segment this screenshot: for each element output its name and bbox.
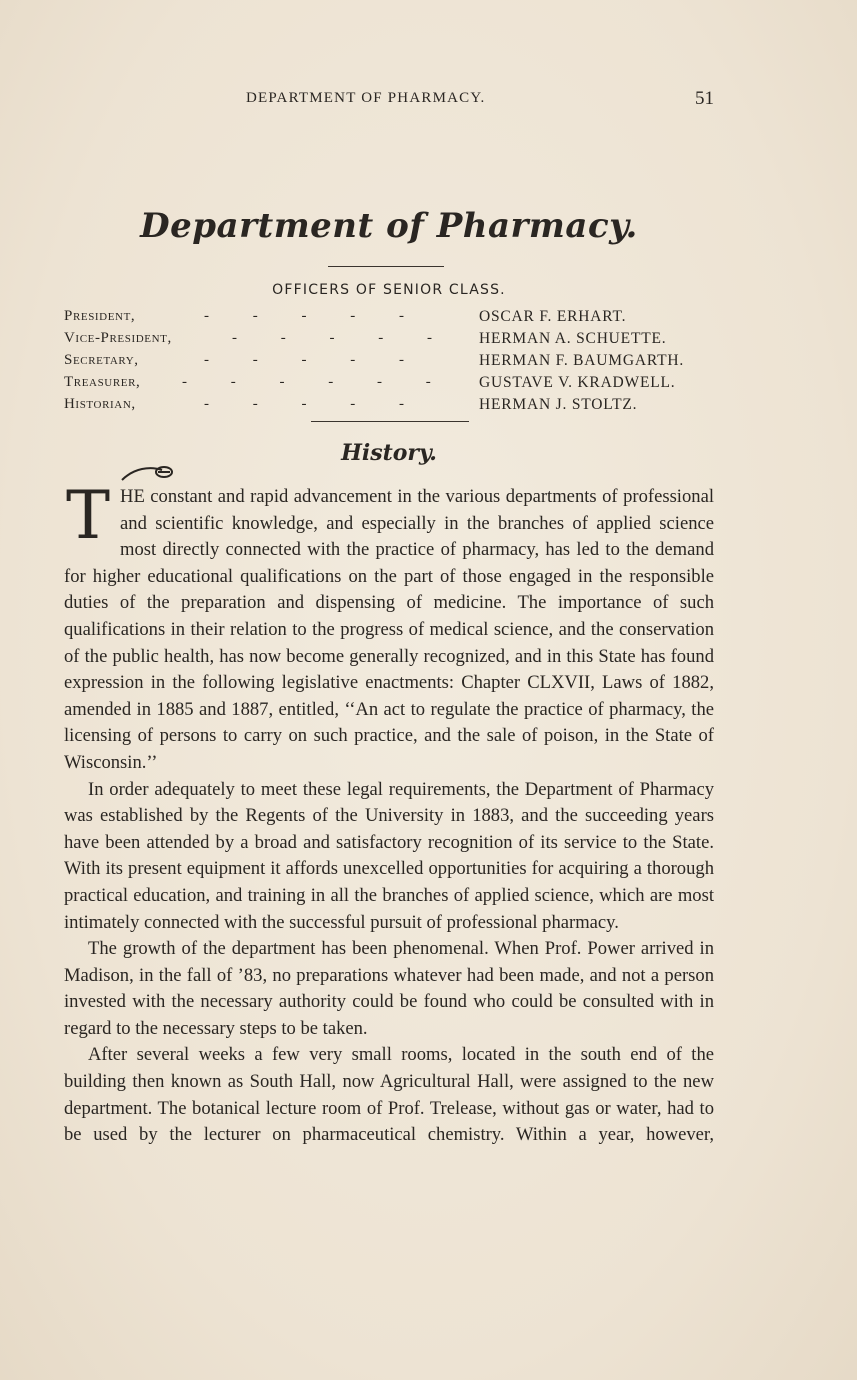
paragraph: After several weeks a few very small rooms, located in the south end of the building then known as South Hall, now Agricultural Hall, were assigned to the new department. The botanical lecture room of Prof. Trelease, without gas or water, had to be used by the lecturer on pharmaceutical chemistry. Within a year, however, [64, 1044, 714, 1146]
officer-name: HERMAN F. BAUMGARTH. [479, 352, 685, 369]
running-head-title: DEPARTMENT OF PHARMACY. [246, 90, 486, 106]
officer-role: Treasurer, [64, 374, 141, 390]
officer-role: Vice-President, [64, 330, 172, 346]
title-divider [328, 266, 444, 267]
officer-row [64, 372, 714, 394]
officer-role: Historian, [64, 396, 136, 412]
leader-dashes: - - - - - - [182, 374, 431, 390]
officer-name: OSCAR F. ERHART. [479, 308, 627, 325]
officer-role: President, [64, 308, 136, 324]
page-title: Department of Pharmacy. [140, 206, 638, 246]
officer-role: Secretary, [64, 352, 139, 368]
officers-divider [311, 421, 469, 422]
drop-cap: T [66, 477, 111, 554]
officer-row [64, 328, 714, 350]
officer-row [64, 394, 714, 416]
page-number: 51 [695, 88, 714, 109]
paragraph: In order adequately to meet these legal requirements, the Department of Pharmacy was established by the Regents of the University in 1883, and the succeeding years have been attended by a broad and satisfactory recognition of its service to the State. With its present equipment it affords unexcelled opportunities for acquiring a thorough practical education, and training in all the branches of applied science, which are most intimately connected with the successful pursuit of professional pharmacy. [64, 778, 714, 933]
officer-name: GUSTAVE V. KRADWELL. [479, 374, 676, 391]
leader-dashes: - - - - - [204, 352, 404, 368]
paragraph [64, 477, 714, 777]
history-body [64, 477, 714, 1149]
officer-name: HERMAN J. STOLTZ. [479, 396, 638, 413]
paragraph: The growth of the department has been phenomenal. When Prof. Power arrived in Madison, in the fall of ’83, no preparations whatever had been made, and not a person invested with the necessary authority could be found who could be consulted with in regard to the necessary steps to be taken. [64, 938, 714, 1039]
leader-dashes: - - - - - [204, 396, 404, 412]
history-heading: History. [341, 440, 437, 466]
running-head [64, 90, 714, 112]
officers-list [64, 306, 714, 416]
leader-dashes: - - - - - [204, 308, 404, 324]
paragraph-text: HE constant and rapid advancement in the various departments of professional and scientific knowledge, and especially in the branches of applied science most directly connected with the practice of pharmacy, has led to the demand for higher educational qualifications on the part of those engaged in the responsible duties of the preparation and dispensing of medicine. The importance of such qualifications in their relation to the progress of medical science, and the conservation of the public health, has now become generally recognized, and in this State has found expression in the following legislative enactments: Chapter CLXVII, Laws of 1882, amended in 1885 and 1887, entitled, ‘‘An act to regulate the practice of pharmacy, the licensing of persons to carry on such practice, and the sale of poison, in the State of Wisconsin.’’ [64, 486, 714, 773]
officer-row [64, 350, 714, 372]
officers-heading: OFFICERS OF SENIOR CLASS. [272, 282, 506, 298]
officer-row [64, 306, 714, 328]
leader-dashes: - - - - - [232, 330, 432, 346]
officer-name: HERMAN A. SCHUETTE. [479, 330, 667, 347]
dropcap-ornament-icon [120, 462, 180, 484]
